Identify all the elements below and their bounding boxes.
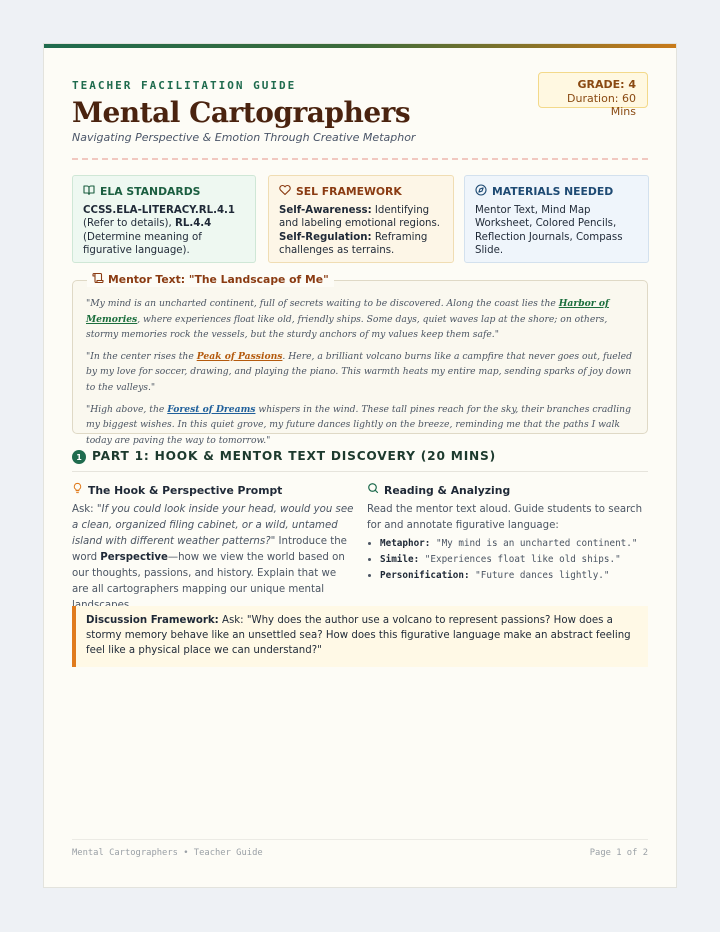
hook-quote: "If you could look inside your head, would you see a clean, organized filing cabinet, or a wild, untamed island with different weather patterns?" bbox=[72, 504, 354, 547]
sel-card-body bbox=[279, 204, 443, 258]
ela-card-title: ELA STANDARDS bbox=[100, 185, 201, 198]
part-1-title: PART 1: HOOK & MENTOR TEXT DISCOVERY (20 MINS) bbox=[92, 449, 496, 463]
mentor-paragraph-2 bbox=[86, 349, 635, 396]
figurative-example: "Future dances lightly." bbox=[469, 570, 610, 581]
mentor-paragraph-3 bbox=[86, 402, 635, 449]
sel-value-2: Reframing challenges as terrains. bbox=[279, 231, 428, 256]
mentor-p1-text-b: , where experiences float like old, friendly ships. Some days, quiet waves lap at the shore; on others, stormy memories rock the vessels, but the sturdy anchors of my values keep them safe." bbox=[86, 313, 608, 341]
heart-icon bbox=[279, 184, 291, 200]
mentor-text-title: Mentor Text: "The Landscape of Me" bbox=[108, 273, 329, 286]
hook-mid: Introduce the word bbox=[72, 536, 347, 563]
reading-body: Read the mentor text aloud. Guide students to search for and annotate figurative language: bbox=[367, 504, 643, 531]
footer-title: Mental Cartographers • Teacher Guide bbox=[72, 848, 263, 858]
part-1-heading bbox=[72, 449, 648, 472]
figurative-type: Simile: bbox=[380, 554, 420, 565]
list-item bbox=[380, 568, 652, 584]
page-title: Mental Cartographers bbox=[72, 96, 411, 129]
hook-title: The Hook & Perspective Prompt bbox=[88, 483, 283, 497]
place-forest-of-dreams: Forest of Dreams bbox=[167, 403, 256, 415]
reading-title: Reading & Analyzing bbox=[384, 483, 511, 497]
figurative-example: "Experiences float like old ships." bbox=[419, 554, 621, 565]
figurative-type: Personification: bbox=[380, 570, 470, 581]
search-icon bbox=[367, 482, 379, 499]
discussion-label: Discussion Framework: bbox=[86, 615, 219, 626]
mentor-p2-text-a: "In the center rises the bbox=[86, 350, 197, 362]
mentor-p2-text-b: . Here, a brilliant volcano burns like a campfire that never goes out, fueled by my love for soccer, drawing, and playing the piano. This warmth heats my entire map, sending sparks of joy down to the valleys." bbox=[86, 350, 632, 393]
ela-standard-2: RL.4.4 bbox=[175, 218, 212, 229]
materials-card-body: Mentor Text, Mind Map Worksheet, Colored Pencils, Reflection Journals, Compass Slide. bbox=[475, 204, 623, 256]
grade-badge bbox=[538, 72, 648, 118]
place-peak-of-passions: Peak of Passions bbox=[196, 350, 283, 362]
discussion-text: Ask: "Why does the author use a volcano to represent passions? How does a stormy memory behave like an unsettled sea? How does this figurative language make an abstract feeling feel like a physical place we can understand?" bbox=[86, 615, 631, 656]
scroll-icon bbox=[92, 272, 104, 287]
mentor-text-legend bbox=[87, 272, 334, 287]
ela-standard-2-desc: (Determine meaning of figurative language). bbox=[83, 231, 202, 256]
sel-key-1: Self-Awareness: bbox=[279, 204, 372, 216]
sel-card-title: SEL FRAMEWORK bbox=[296, 185, 402, 198]
figurative-language-list bbox=[367, 536, 652, 584]
ela-standard-1-desc: (Refer to details), bbox=[83, 218, 176, 229]
sel-framework-card bbox=[268, 175, 454, 263]
discussion-framework-callout bbox=[72, 606, 648, 667]
materials-card-title: MATERIALS NEEDED bbox=[492, 185, 614, 198]
ela-card-body bbox=[83, 204, 245, 258]
sel-key-2: Self-Regulation: bbox=[279, 231, 372, 243]
book-icon bbox=[83, 184, 95, 200]
grade-label: GRADE: 4 bbox=[577, 78, 636, 91]
reading-column bbox=[367, 482, 652, 584]
hook-body bbox=[72, 502, 354, 614]
hook-ask: Ask: bbox=[72, 504, 97, 515]
lightbulb-icon bbox=[72, 482, 83, 499]
mentor-paragraph-1 bbox=[86, 296, 635, 343]
ela-standard-1: CCSS.ELA-LITERACY.RL.4.1 bbox=[83, 204, 235, 216]
figurative-type: Metaphor: bbox=[380, 538, 431, 549]
guide-page bbox=[43, 43, 677, 888]
ela-standards-card bbox=[72, 175, 256, 263]
hook-keyword: Perspective bbox=[100, 552, 168, 563]
figurative-example: "My mind is an uncharted continent." bbox=[430, 538, 638, 549]
mentor-p1-text-a: "My mind is an uncharted continent, full of secrets waiting to be discovered. Along the coast lies the bbox=[86, 298, 559, 309]
list-item bbox=[380, 536, 652, 552]
mentor-text-box bbox=[72, 273, 648, 446]
dashed-divider bbox=[72, 158, 648, 160]
list-item bbox=[380, 552, 652, 568]
hook-end: —how we view the world based on our thoughts, passions, and history. Explain that we are all cartographers mapping our unique mental bbox=[72, 552, 345, 595]
mentor-p3-text-a: "High above, the bbox=[86, 403, 168, 415]
eyebrow-label: TEACHER FACILITATION GUIDE bbox=[72, 79, 297, 92]
part-number-badge: 1 bbox=[72, 450, 86, 464]
page-footer bbox=[72, 839, 648, 858]
hook-column bbox=[72, 482, 354, 614]
mentor-p3-text-b: whispers in the wind. These tall pines reach for the sky, their branches cradling my biggest wishes. In this quiet grove, my future dances lightly on the breeze, reminding me that the paths I walk today are paving the way to tomorrow." bbox=[86, 403, 631, 446]
compass-icon bbox=[475, 184, 487, 200]
materials-card bbox=[464, 175, 649, 263]
page-subtitle: Navigating Perspective & Emotion Through Creative Metaphor bbox=[72, 131, 416, 144]
page-number: Page 1 of 2 bbox=[589, 848, 648, 858]
place-harbor-of-memories: Harbor of Memories bbox=[86, 298, 609, 325]
sel-value-1: Identifying and labeling emotional regions. bbox=[279, 204, 441, 229]
duration-label: Duration: 60 Mins bbox=[567, 92, 636, 118]
